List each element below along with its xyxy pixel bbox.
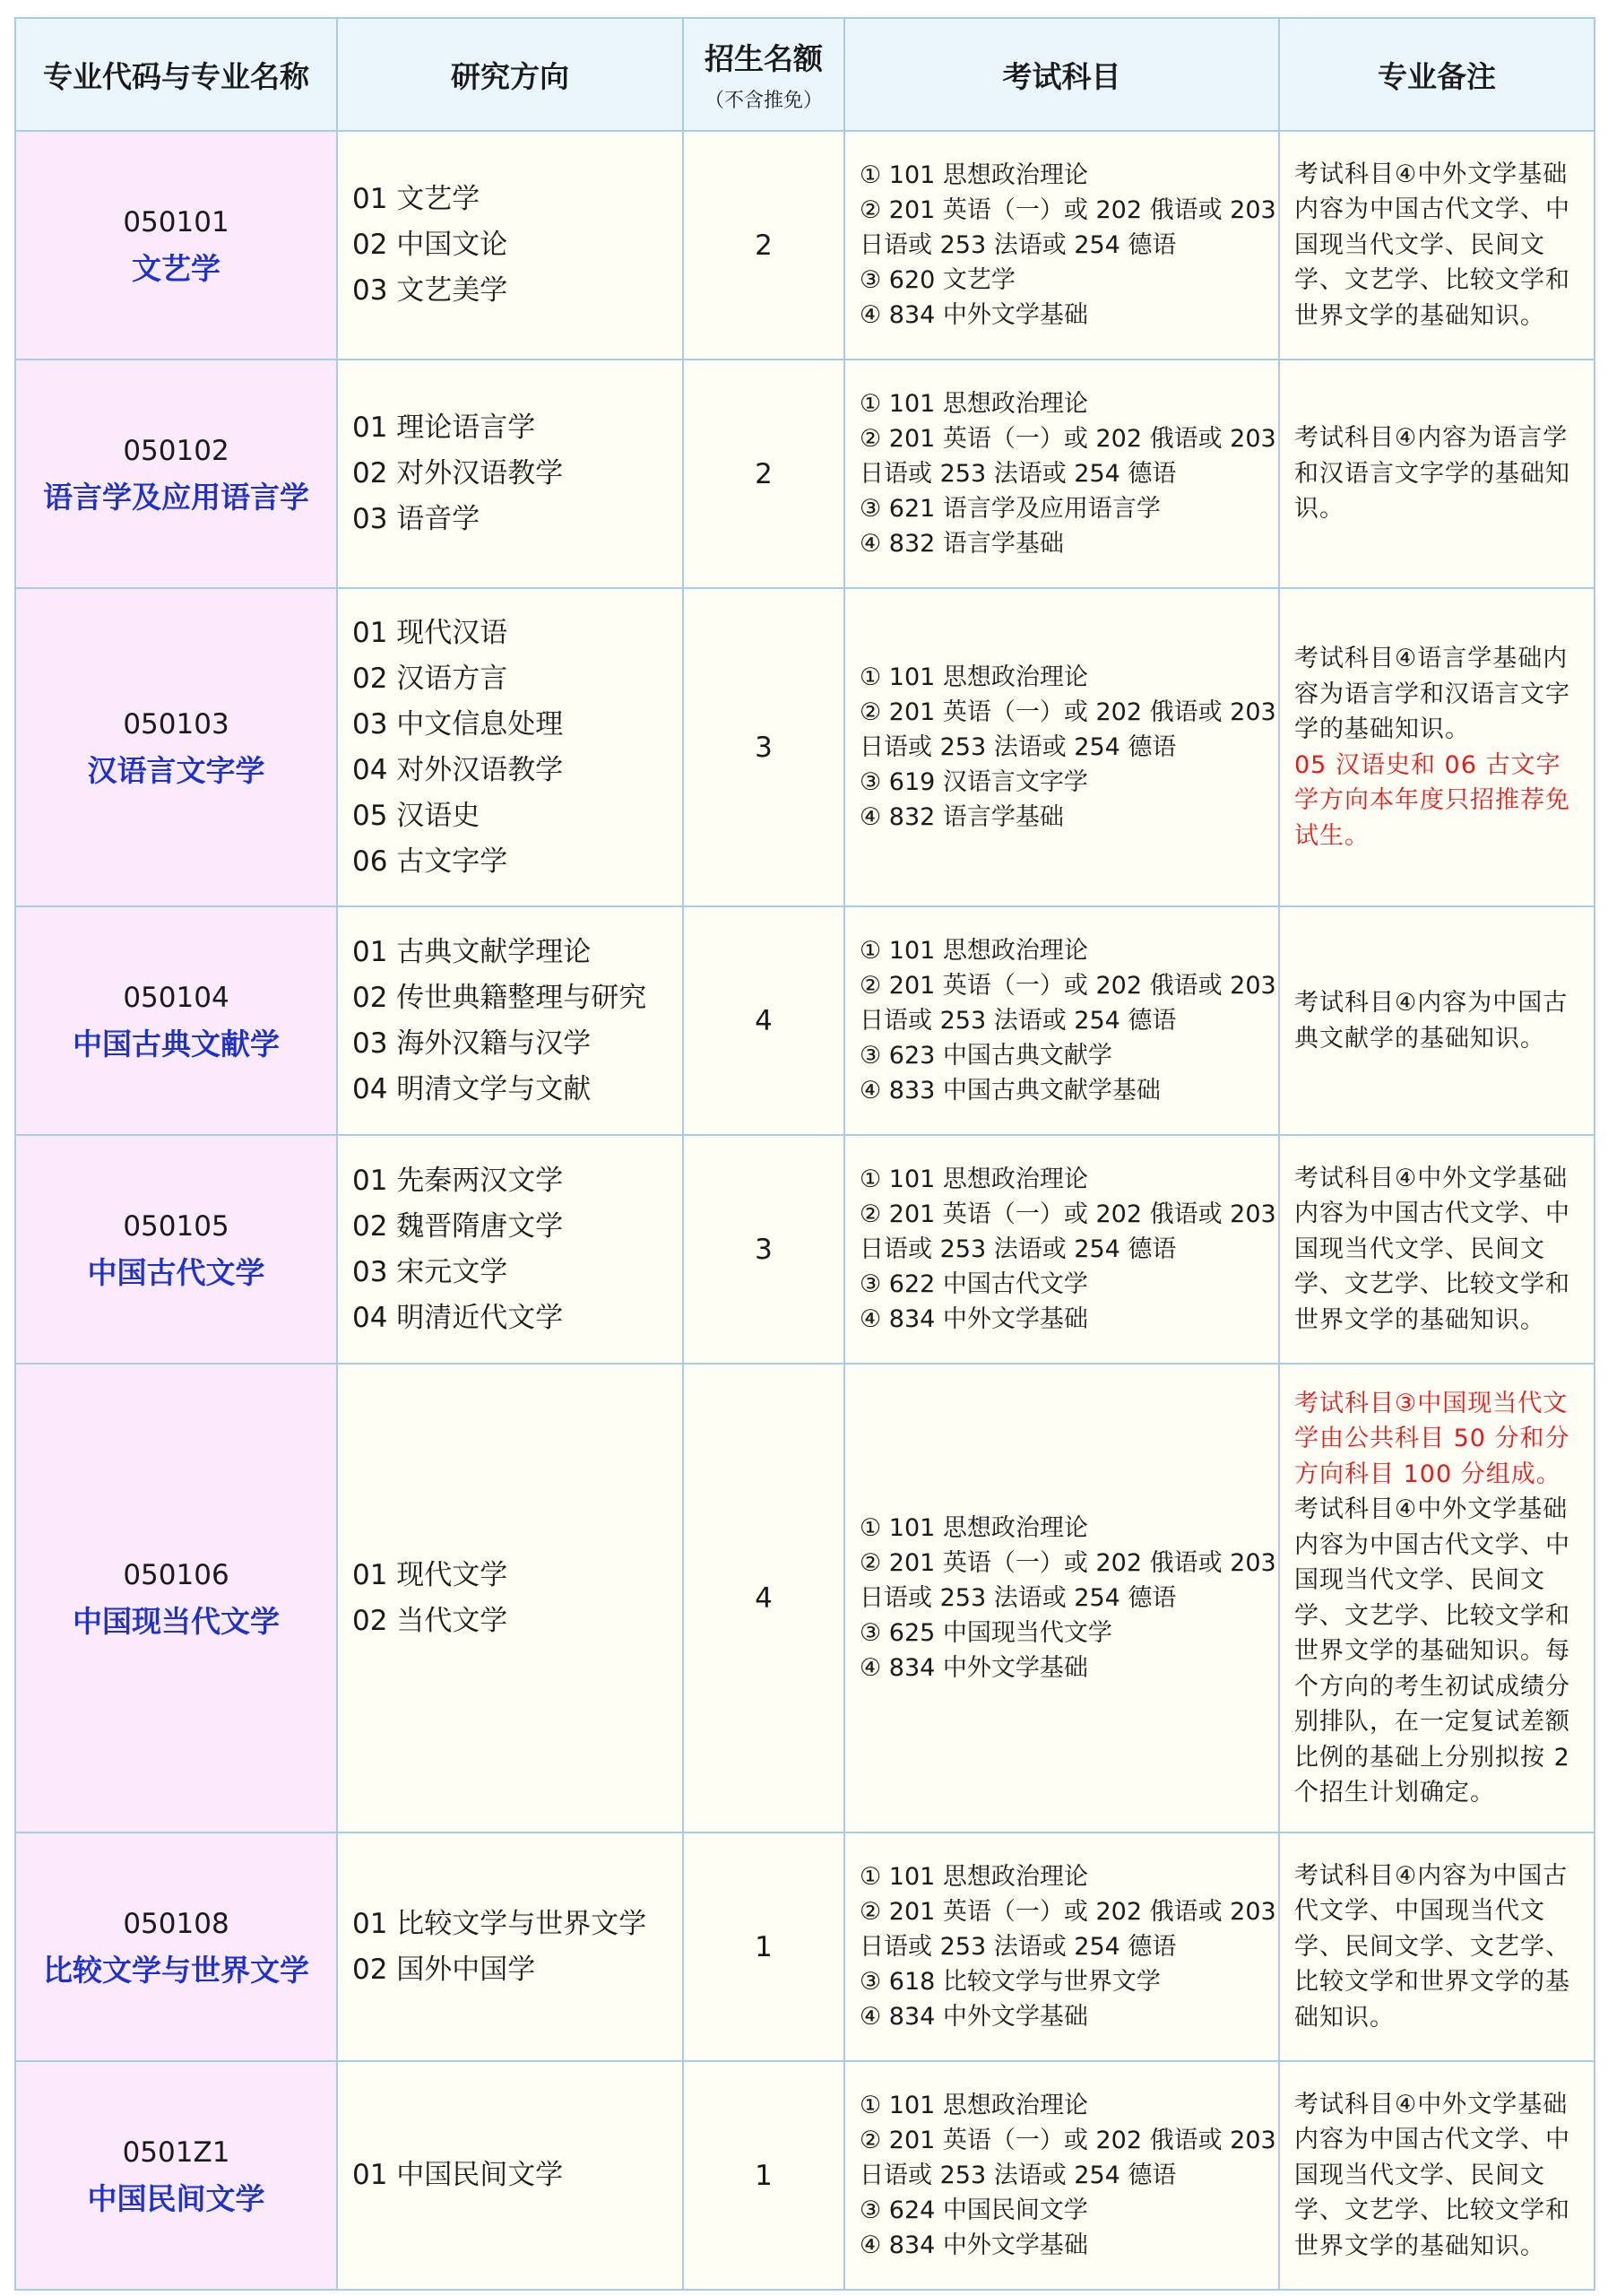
note-cell xyxy=(1279,906,1595,1135)
exam-item: 日语或 253 法语或 254 德语 xyxy=(860,1235,1177,1263)
exam-item: ④ 834 中外文学基础 xyxy=(860,1305,1088,1333)
exam-item: ④ 834 中外文学基础 xyxy=(860,2003,1088,2031)
major-name: 中国古代文学 xyxy=(87,1254,265,1290)
direction-item: 02 对外汉语教学 xyxy=(352,457,564,490)
direction-item: 04 明清近代文学 xyxy=(352,1301,564,1334)
exam-item: 日语或 253 法语或 254 德语 xyxy=(860,2162,1177,2189)
exam-item: 日语或 253 法语或 254 德语 xyxy=(860,733,1177,761)
direction-item: 02 汉语方言 xyxy=(352,662,508,695)
major-cell xyxy=(15,1135,337,1364)
header-exam: 考试科目 xyxy=(844,18,1279,131)
exam-item: ④ 833 中国古典文献学基础 xyxy=(860,1077,1161,1105)
major-code: 0501Z1 xyxy=(122,2136,230,2169)
exam-item: ③ 621 语言学及应用语言学 xyxy=(860,495,1161,523)
note-text: 考试科目④内容为语言学和汉语言文字学的基础知识。 xyxy=(1294,424,1570,524)
direction-cell xyxy=(337,360,683,588)
exam-cell xyxy=(844,906,1279,1135)
header-direction: 研究方向 xyxy=(337,18,683,131)
direction-cell xyxy=(337,2061,683,2290)
table-row xyxy=(15,1832,1595,2061)
exam-item: ④ 832 语言学基础 xyxy=(860,803,1064,831)
direction-item: 01 现代文学 xyxy=(352,1558,508,1591)
header-note: 专业备注 xyxy=(1279,18,1595,131)
exam-item: ② 201 英语（一）或 202 俄语或 203 xyxy=(860,2127,1276,2154)
exam-item: ③ 623 中国古典文献学 xyxy=(860,1042,1112,1070)
note-cell xyxy=(1279,2061,1595,2290)
quota-cell: 2 xyxy=(683,360,844,588)
major-name: 中国民间文学 xyxy=(87,2180,265,2216)
exam-item: 日语或 253 法语或 254 德语 xyxy=(860,1933,1177,1961)
exam-cell xyxy=(844,1135,1279,1364)
exam-item: ② 201 英语（一）或 202 俄语或 203 xyxy=(860,425,1276,453)
note-text: 考试科目④中外文学基础内容为中国古代文学、中国现当代文学、民间文学、文艺学、比较文学和世界文学的基础知识。 xyxy=(1294,2090,1570,2260)
quota-cell: 1 xyxy=(683,1832,844,2061)
note-text: 考试科目④内容为中国古代文学、中国现当代文学、民间文学、文艺学、比较文学和世界文学的基础知识。 xyxy=(1294,1861,1570,2032)
exam-item: ② 201 英语（一）或 202 俄语或 203 xyxy=(860,196,1276,224)
exam-cell xyxy=(844,2061,1279,2290)
direction-item: 01 中国民间文学 xyxy=(352,2159,564,2191)
direction-cell xyxy=(337,1135,683,1364)
exam-item: ② 201 英语（一）或 202 俄语或 203 xyxy=(860,1549,1276,1577)
exam-item: ② 201 英语（一）或 202 俄语或 203 xyxy=(860,1898,1276,1926)
exam-item: 日语或 253 法语或 254 德语 xyxy=(860,1584,1177,1612)
exam-item: ③ 619 汉语言文字学 xyxy=(860,768,1088,796)
direction-item: 03 语音学 xyxy=(352,503,480,535)
direction-item: 03 文艺美学 xyxy=(352,274,508,307)
major-name: 文艺学 xyxy=(132,250,220,286)
exam-item: ② 201 英语（一）或 202 俄语或 203 xyxy=(860,698,1276,726)
exam-item: 日语或 253 法语或 254 德语 xyxy=(860,1007,1177,1035)
major-name: 中国现当代文学 xyxy=(73,1603,280,1639)
direction-cell xyxy=(337,131,683,360)
table-row xyxy=(15,131,1595,360)
direction-item: 02 中国文论 xyxy=(352,229,508,261)
exam-item: ③ 625 中国现当代文学 xyxy=(860,1619,1112,1647)
header-quota-label: 招生名额 xyxy=(705,41,823,76)
exam-cell xyxy=(844,588,1279,906)
direction-item: 02 传世典籍整理与研究 xyxy=(352,981,647,1014)
major-code: 050108 xyxy=(123,1907,229,1940)
table-row xyxy=(15,2061,1595,2290)
exam-item: 日语或 253 法语或 254 德语 xyxy=(860,460,1177,488)
exam-item: ① 101 思想政治理论 xyxy=(860,937,1088,965)
direction-item: 04 对外汉语教学 xyxy=(352,753,564,786)
header-major: 专业代码与专业名称 xyxy=(15,18,337,131)
major-cell xyxy=(15,1832,337,2061)
table-row xyxy=(15,588,1595,906)
major-code: 050102 xyxy=(123,434,229,467)
quota-cell: 3 xyxy=(683,588,844,906)
table-row xyxy=(15,360,1595,588)
table-row xyxy=(15,906,1595,1135)
exam-cell xyxy=(844,1832,1279,2061)
major-cell xyxy=(15,1364,337,1832)
table-body xyxy=(15,131,1595,2290)
direction-item: 01 现代汉语 xyxy=(352,616,508,649)
quota-cell: 4 xyxy=(683,906,844,1135)
exam-item: ① 101 思想政治理论 xyxy=(860,390,1088,418)
note-cell xyxy=(1279,1832,1595,2061)
major-code: 050103 xyxy=(123,707,229,741)
note-text: 考试科目④中外文学基础内容为中国古代文学、中国现当代文学、民间文学、文艺学、比较文学和世界文学的基础知识。 xyxy=(1294,160,1570,330)
direction-item: 06 古文字学 xyxy=(352,845,508,878)
note-cell xyxy=(1279,1135,1595,1364)
direction-item: 02 当代文学 xyxy=(352,1604,508,1637)
exam-item: ③ 620 文艺学 xyxy=(860,266,1016,294)
note-cell xyxy=(1279,1364,1595,1832)
note-highlight: 考试科目③中国现当代文学由公共科目 50 分和分方向科目 100 分组成。 xyxy=(1294,1389,1570,1488)
major-name: 中国古典文献学 xyxy=(73,1026,280,1061)
major-code: 050106 xyxy=(123,1558,229,1591)
major-name: 汉语言文字学 xyxy=(87,752,265,788)
note-highlight: 05 汉语史和 06 古文字学方向本年度只招推荐免试生。 xyxy=(1294,750,1570,850)
exam-item: ① 101 思想政治理论 xyxy=(860,663,1088,691)
major-name: 语言学及应用语言学 xyxy=(43,479,309,515)
exam-item: ④ 834 中外文学基础 xyxy=(860,301,1088,329)
exam-item: ③ 624 中国民间文学 xyxy=(860,2196,1088,2224)
direction-item: 04 明清文学与文献 xyxy=(352,1072,592,1105)
direction-item: 01 先秦两汉文学 xyxy=(352,1164,564,1197)
quota-cell: 1 xyxy=(683,2061,844,2290)
header-quota xyxy=(683,18,844,131)
exam-item: ① 101 思想政治理论 xyxy=(860,1863,1088,1891)
major-cell xyxy=(15,360,337,588)
exam-item: ① 101 思想政治理论 xyxy=(860,1514,1088,1542)
note-text: 考试科目④语言学基础内容为语言学和汉语言文字学的基础知识。 xyxy=(1294,645,1570,743)
direction-item: 01 古典文献学理论 xyxy=(352,935,592,968)
table-row xyxy=(15,1135,1595,1364)
direction-cell xyxy=(337,906,683,1135)
exam-item: ④ 832 语言学基础 xyxy=(860,530,1064,558)
direction-cell xyxy=(337,1364,683,1832)
quota-cell: 2 xyxy=(683,131,844,360)
note-cell xyxy=(1279,588,1595,906)
enrollment-table xyxy=(14,17,1595,2291)
exam-item: ③ 622 中国古代文学 xyxy=(860,1270,1088,1298)
note-text: 考试科目④内容为中国古典文献学的基础知识。 xyxy=(1294,989,1569,1053)
header-quota-sub: （不含推免） xyxy=(704,90,823,112)
exam-item: ④ 834 中外文学基础 xyxy=(860,2231,1088,2259)
exam-item: ③ 618 比较文学与世界文学 xyxy=(860,1968,1161,1996)
exam-item: ④ 834 中外文学基础 xyxy=(860,1654,1088,1682)
direction-item: 03 宋元文学 xyxy=(352,1255,508,1288)
exam-item: ① 101 思想政治理论 xyxy=(860,2092,1088,2119)
major-cell xyxy=(15,906,337,1135)
exam-cell xyxy=(844,360,1279,588)
direction-item: 02 国外中国学 xyxy=(352,1953,536,1986)
quota-cell: 3 xyxy=(683,1135,844,1364)
direction-item: 01 比较文学与世界文学 xyxy=(352,1907,647,1940)
major-cell xyxy=(15,131,337,360)
direction-item: 03 海外汉籍与汉学 xyxy=(352,1027,592,1060)
major-cell xyxy=(15,2061,337,2290)
direction-cell xyxy=(337,1832,683,2061)
exam-item: ① 101 思想政治理论 xyxy=(860,1165,1088,1193)
exam-item: ② 201 英语（一）或 202 俄语或 203 xyxy=(860,1200,1276,1228)
direction-cell xyxy=(337,588,683,906)
exam-item: ② 201 英语（一）或 202 俄语或 203 xyxy=(860,972,1276,1000)
major-cell xyxy=(15,588,337,906)
major-code: 050101 xyxy=(123,205,229,238)
exam-cell xyxy=(844,1364,1279,1832)
table-row xyxy=(15,1364,1595,1832)
major-name: 比较文学与世界文学 xyxy=(43,1952,309,1988)
note-cell xyxy=(1279,360,1595,588)
major-code: 050104 xyxy=(123,981,229,1014)
header-row xyxy=(15,18,1595,131)
direction-item: 05 汉语史 xyxy=(352,799,480,832)
note-cell xyxy=(1279,131,1595,360)
exam-item: ① 101 思想政治理论 xyxy=(860,161,1088,189)
direction-item: 02 魏晋隋唐文学 xyxy=(352,1209,564,1243)
major-code: 050105 xyxy=(123,1209,229,1243)
direction-item: 01 理论语言学 xyxy=(352,412,536,444)
quota-cell: 4 xyxy=(683,1364,844,1832)
note-text: 考试科目④中外文学基础内容为中国古代文学、中国现当代文学、民间文学、文艺学、比较文学和世界文学的基础知识。 xyxy=(1294,1164,1570,1334)
exam-item: 日语或 253 法语或 254 德语 xyxy=(860,231,1177,259)
direction-item: 03 中文信息处理 xyxy=(352,707,564,741)
direction-item: 01 文艺学 xyxy=(352,183,480,215)
note-text: 考试科目④中外文学基础内容为中国古代文学、中国现当代文学、民间文学、文艺学、比较文学和世界文学的基础知识。每个方向的考生初试成绩分别排队，在一定复试差额比例的基础上分别拟按 2 个招生计划确定。 xyxy=(1294,1495,1570,1806)
exam-cell xyxy=(844,131,1279,360)
